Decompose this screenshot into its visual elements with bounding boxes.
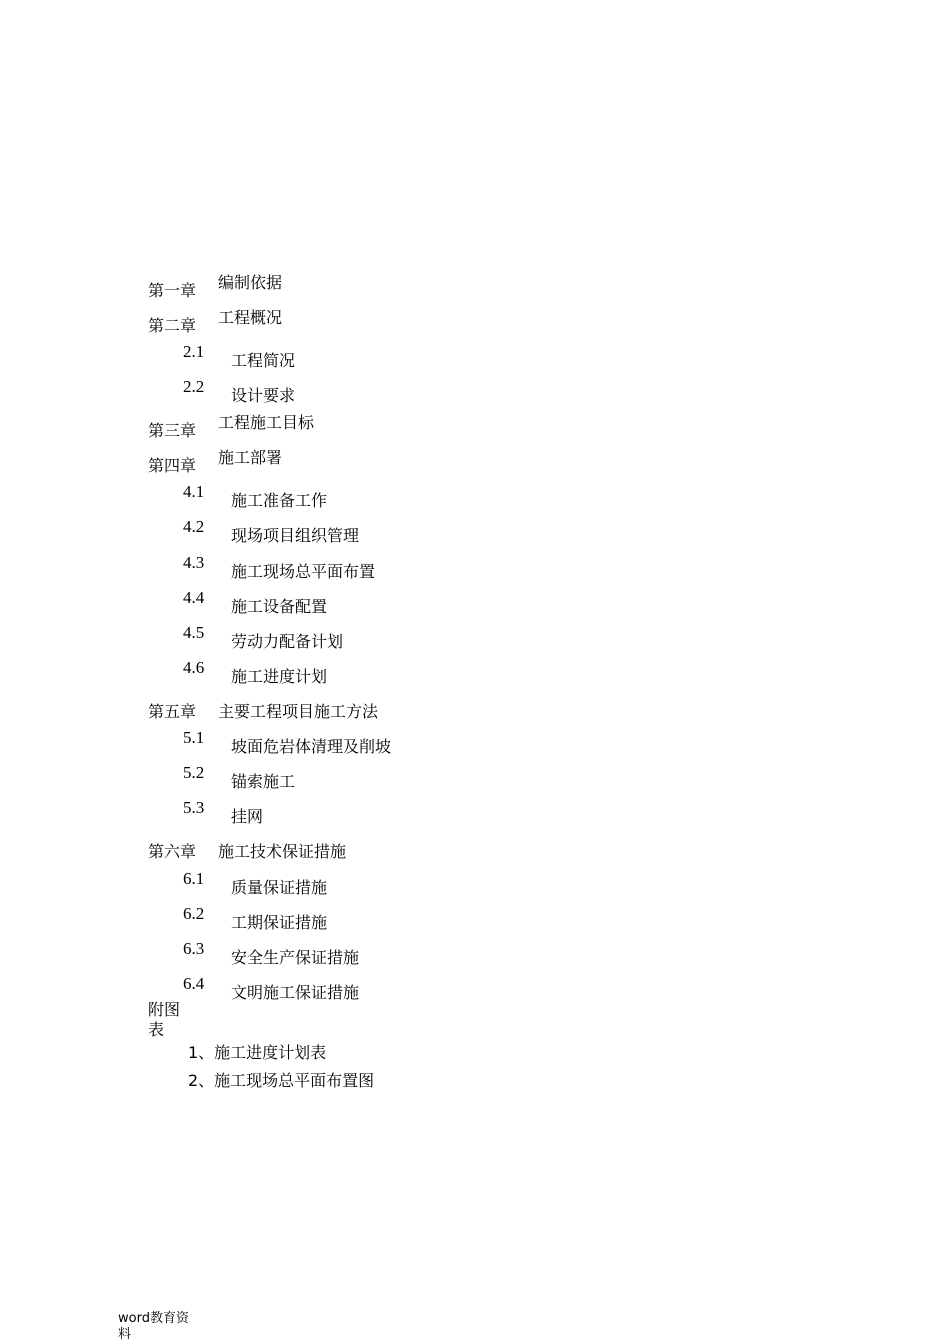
section-title: 设计要求 [231, 386, 296, 405]
section-title: 质量保证措施 [231, 878, 328, 897]
section-title: 文明施工保证措施 [231, 983, 360, 1002]
toc-chapter-2 [0, 305, 950, 335]
section-title: 施工准备工作 [231, 491, 328, 510]
section-number: 5.1 [183, 728, 205, 747]
section-number: 4.5 [183, 623, 205, 642]
toc-chapter-4 [0, 445, 950, 475]
toc-section-4-5 [0, 623, 950, 653]
toc-section-5-1 [0, 728, 950, 758]
section-number: 5.2 [183, 763, 205, 782]
section-number: 4.2 [183, 517, 205, 536]
chapter-title: 工程施工目标 [218, 413, 315, 432]
toc-section-5-3 [0, 798, 950, 828]
toc-chapter-6 [0, 831, 950, 861]
toc-section-4-3 [0, 553, 950, 583]
toc-section-6-2 [0, 904, 950, 934]
toc-section-2-2 [0, 377, 950, 407]
section-title: 现场项目组织管理 [231, 526, 360, 545]
chapter-title: 施工技术保证措施 [218, 842, 347, 861]
section-title: 安全生产保证措施 [231, 948, 360, 967]
toc-chapter-3 [0, 410, 950, 440]
appendix-item-2: 2、施工现场总平面布置图 [188, 1071, 375, 1090]
chapter-title: 施工部署 [218, 448, 283, 467]
chapter-title: 主要工程项目施工方法 [218, 702, 379, 721]
toc-section-5-2 [0, 763, 950, 793]
section-number: 6.3 [183, 939, 205, 958]
section-number: 6.2 [183, 904, 205, 923]
section-number: 2.2 [183, 377, 205, 396]
section-number: 2.1 [183, 342, 205, 361]
section-number: 4.3 [183, 553, 205, 572]
toc-section-4-2 [0, 517, 950, 547]
chapter-label: 第三章 [148, 421, 197, 440]
appendix-label: 附图表 [148, 1000, 181, 1039]
toc-chapter-1 [0, 270, 950, 300]
toc-chapter-5 [0, 691, 950, 721]
toc-section-4-1 [0, 482, 950, 512]
chapter-label: 第五章 [148, 702, 197, 721]
section-number: 5.3 [183, 798, 205, 817]
page-footer: word教育资料 [118, 1311, 189, 1342]
appendix-item-1: 1、施工进度计划表 [188, 1043, 327, 1062]
toc-section-6-4 [0, 974, 950, 1004]
section-number: 4.6 [183, 658, 205, 677]
chapter-label: 第二章 [148, 316, 197, 335]
section-title: 施工现场总平面布置 [231, 562, 376, 581]
toc-section-4-4 [0, 588, 950, 618]
toc-section-6-3 [0, 939, 950, 969]
section-number: 6.4 [183, 974, 205, 993]
section-title: 坡面危岩体清理及削坡 [231, 737, 392, 756]
toc-section-2-1 [0, 342, 950, 372]
section-title: 挂网 [231, 807, 264, 826]
chapter-label: 第一章 [148, 281, 197, 300]
chapter-label: 第四章 [148, 456, 197, 475]
section-title: 锚索施工 [231, 772, 296, 791]
chapter-title: 编制依据 [218, 273, 283, 292]
toc-section-6-1 [0, 869, 950, 899]
section-number: 4.1 [183, 482, 205, 501]
section-title: 施工进度计划 [231, 667, 328, 686]
section-title: 工程简况 [231, 351, 296, 370]
chapter-label: 第六章 [148, 842, 197, 861]
section-title: 工期保证措施 [231, 913, 328, 932]
toc-section-4-6 [0, 658, 950, 688]
section-title: 劳动力配备计划 [231, 632, 344, 651]
section-number: 4.4 [183, 588, 205, 607]
section-number: 6.1 [183, 869, 205, 888]
chapter-title: 工程概况 [218, 308, 283, 327]
section-title: 施工设备配置 [231, 597, 328, 616]
